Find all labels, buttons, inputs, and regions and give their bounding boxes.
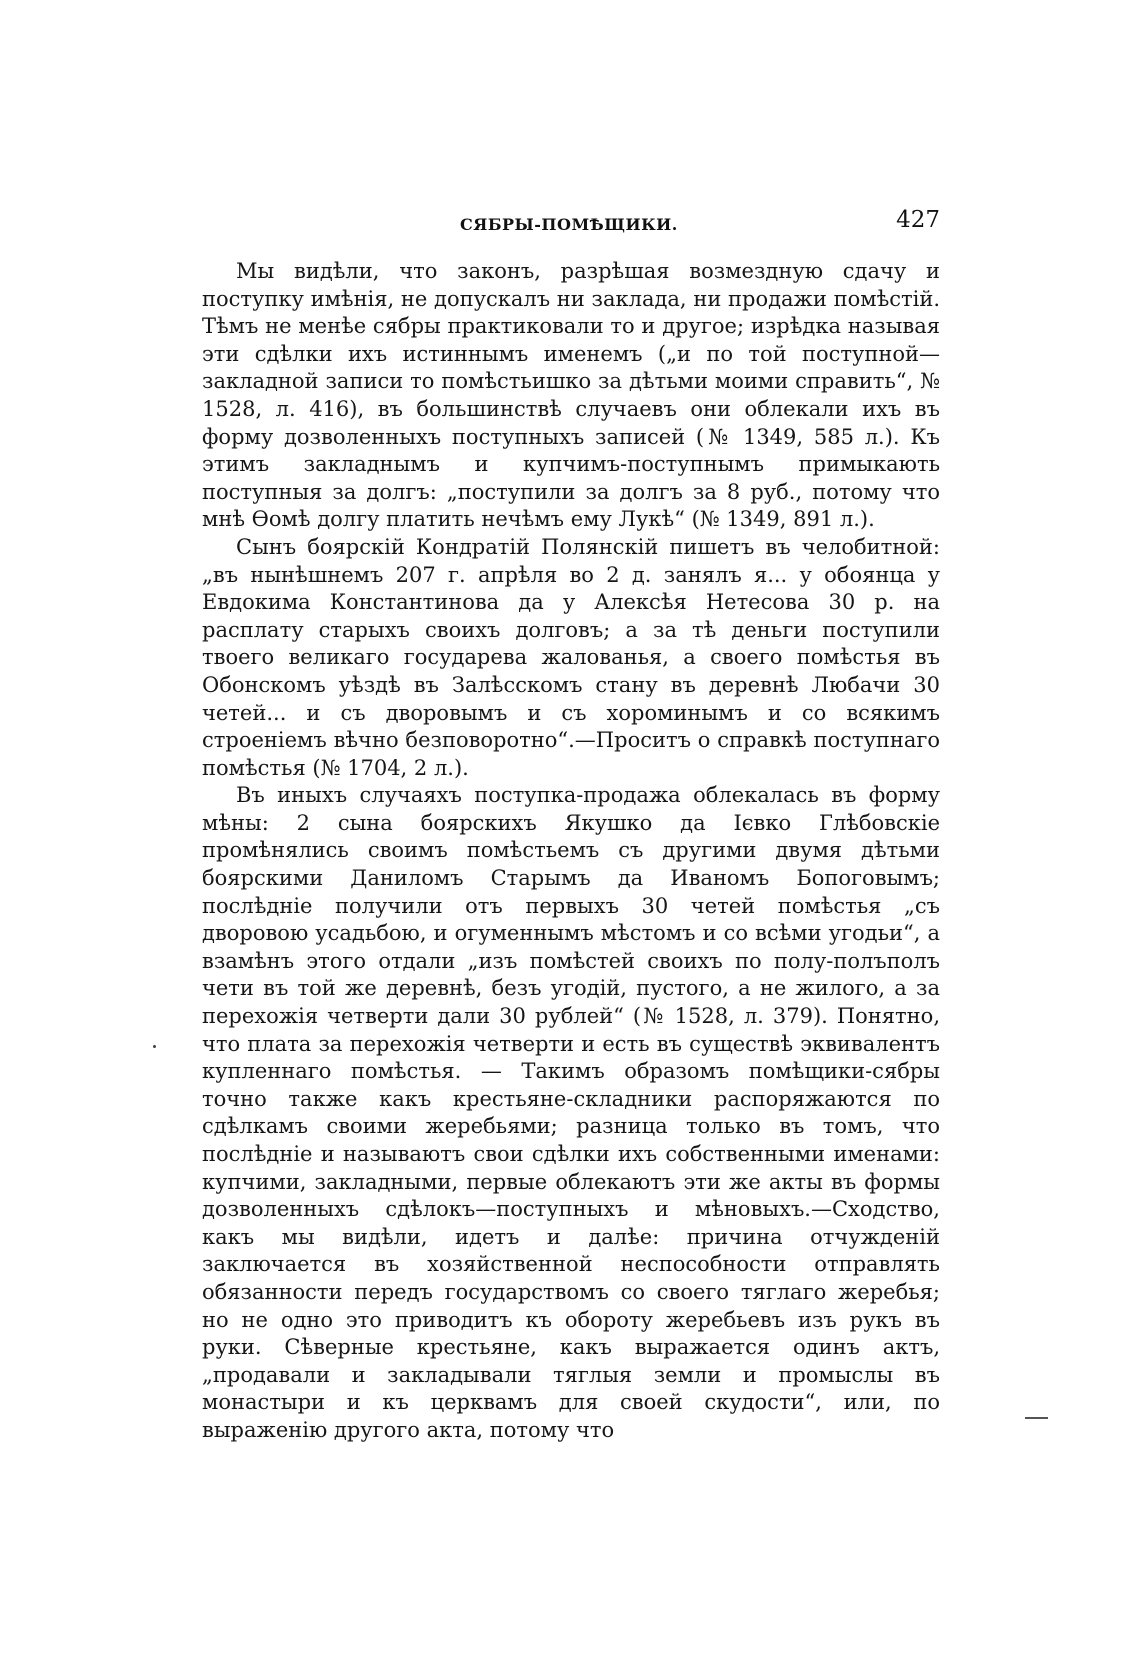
page-header (202, 207, 940, 241)
running-title: СЯБРЫ-ПОМѢЩИКИ. (460, 215, 678, 234)
margin-dash (1025, 1417, 1048, 1419)
body-text (202, 258, 940, 1445)
paragraph: Мы видѣли, что законъ, разрѣшая возмездную сдачу и поступку имѣнія, не допускалъ ни заклада, ни продажи помѣстій. Тѣмъ не менѣе сябры практиковали то и другое; изрѣдка называя эти сдѣлки ихъ истиннымъ именемъ („и по той поступной—закладной записи то помѣстьишко за дѣтьми моими справить“, № 1528, л. 416), въ большинствѣ случаевъ они облекали ихъ въ форму дозволенныхъ поступныхъ записей (№ 1349, 585 л.). Къ этимъ закладнымъ и купчимъ-поступнымъ примыкають поступныя за долгъ: „поступили за долгъ за 8 руб., потому что мнѣ Ѳомѣ долгу платить нечѣмъ ему Лукѣ“ (№ 1349, 891 л.). (202, 259, 940, 532)
margin-speck (153, 1045, 156, 1048)
paragraph: Сынъ боярскій Кондратій Полянскій пишетъ въ челобитной: „въ нынѣшнемъ 207 г. апрѣля во 2 д. занялъ я... у обоянца у Евдокима Константинова да у Алексѣя Нетесова 30 р. на расплату старыхъ своихъ долговъ; а за тѣ деньги поступили твоего великаго государева жалованья, а своего помѣстья въ Обонскомъ уѣздѣ въ Залѣсскомъ стану въ деревнѣ Любачи 30 четей... и съ дворовымъ и съ хороминымъ и со всякимъ строеніемъ вѣчно безповоротно“.—Проситъ о справкѣ поступнаго помѣстья (№ 1704, 2 л.). (202, 534, 940, 780)
paragraph: Въ иныхъ случаяхъ поступка-продажа облекалась въ форму мѣны: 2 сына боярскихъ Якушко да Ієвко Глѣбовскіе промѣнялись своимъ помѣстьемъ съ другими двумя дѣтьми боярскими Даниломъ Старымъ да Иваномъ Бопоговымъ; послѣдніе получили отъ первыхъ 30 четей помѣстья „съ дворовою усадьбою, и огуменнымъ мѣстомъ и со всѣми угодьи“, а взамѣнъ этого отдали „изъ помѣстей своихъ по полу-полъполъ чети въ той же деревнѣ, безъ угодій, пустого, а не жилого, а за перехожія четверти дали 30 рублей“ (№ 1528, л. 379). Понятно, что плата за перехожія четверти и есть въ существѣ эквивалентъ купленнаго помѣстья. — Такимъ образомъ помѣщики-сябры точно также какъ крестьяне-складники распоряжаются по сдѣлкамъ своими жеребьями; разница только въ томъ, что послѣдніе и называютъ свои сдѣлки ихъ собственными именами: купчими, закладными, первые облекаютъ эти же акты въ формы дозволенныхъ сдѣлокъ—поступныхъ и мѣновыхъ.—Сходство, какъ мы видѣли, идетъ и далѣе: причина отчужденій заключается въ хозяйственной неспособности отправлять обязанности передъ государствомъ со своего тяглаго жеребья; но не одно это приводитъ къ обороту жеребьевъ изъ рукъ въ руки. Сѣверные крестьяне, какъ выражается одинъ актъ, „продавали и закладывали тяглыя земли и промыслы въ монастыри и къ церквамъ для своей скудости“, или, по выраженію другого акта, потому что (202, 783, 940, 1442)
page-number: 427 (896, 207, 940, 233)
